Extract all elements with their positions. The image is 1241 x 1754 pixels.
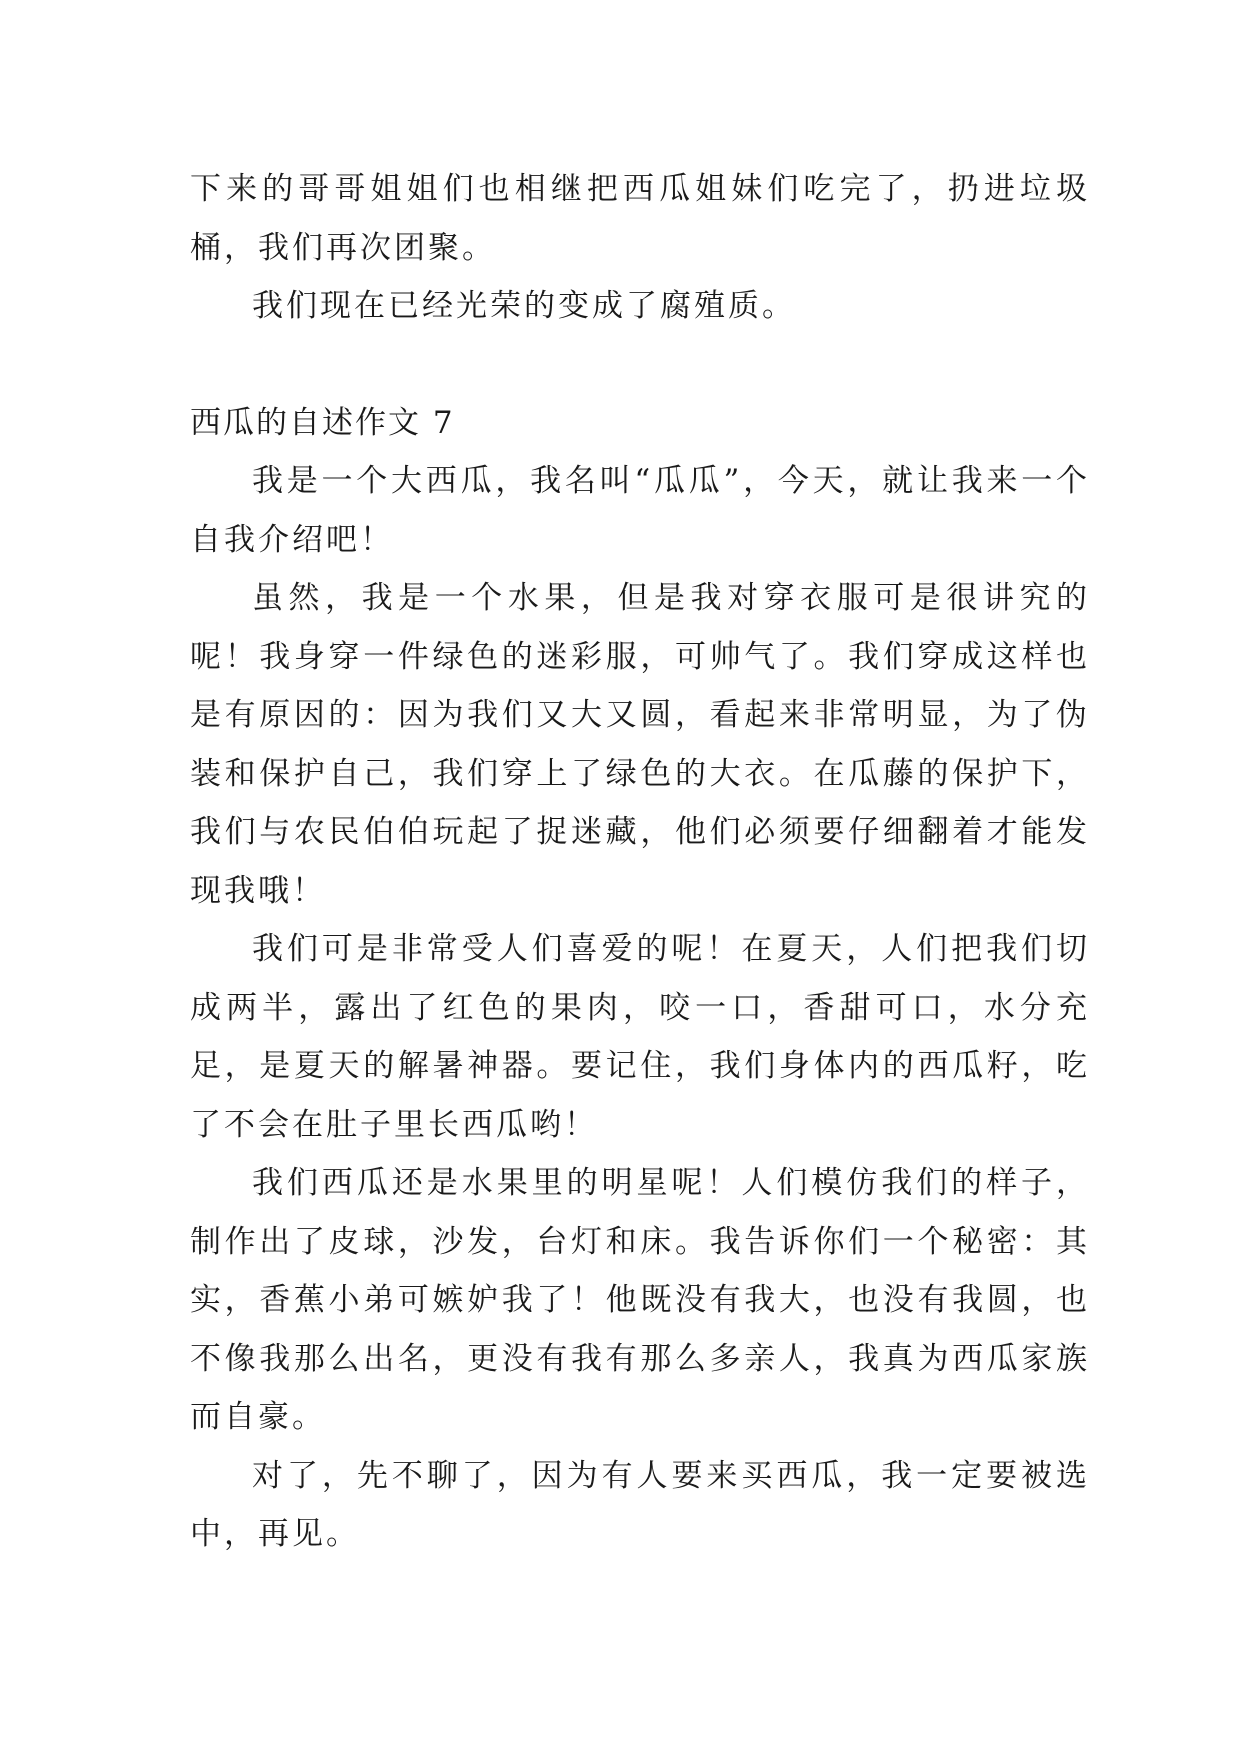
paragraph-continued: 下来的哥哥姐姐们也相继把西瓜姐妹们吃完了，扔进垃圾桶，我们再次团聚。 [190, 171, 1090, 266]
document-body [190, 160, 1090, 1564]
paragraph-intro: 我是一个大西瓜，我名叫“瓜瓜”，今天，就让我来一个自我介绍吧！ [190, 463, 1090, 558]
section-spacer [190, 336, 1090, 394]
paragraph-star: 我们西瓜还是水果里的明星呢！人们模仿我们的样子，制作出了皮球，沙发，台灯和床。我告诉你们一个秘密：其实，香蕉小弟可嫉妒我了！他既没有我大，也没有我圆，也不像我那么出名，更没有我有那么多亲人，我真为西瓜家族而自豪。 [190, 1165, 1090, 1435]
section-title: 西瓜的自述作文 7 [190, 404, 455, 441]
paragraph-clothing: 虽然，我是一个水果，但是我对穿衣服可是很讲究的呢！我身穿一件绿色的迷彩服，可帅气了。我们穿成这样也是有原因的：因为我们又大又圆，看起来非常明显，为了伪装和保护自己，我们穿上了绿色的大衣。在瓜藤的保护下，我们与农民伯伯玩起了捉迷藏，他们必须要仔细翻着才能发现我哦！ [190, 580, 1090, 909]
paragraph-farewell: 对了，先不聊了，因为有人要来买西瓜，我一定要被选中，再见。 [190, 1457, 1090, 1552]
paragraph-summer: 我们可是非常受人们喜爱的呢！在夏天，人们把我们切成两半，露出了红色的果肉，咬一口，香甜可口，水分充足，是夏天的解暑神器。要记住，我们身体内的西瓜籽，吃了不会在肚子里长西瓜哟！ [190, 931, 1090, 1143]
paragraph-humus: 我们现在已经光荣的变成了腐殖质。 [252, 288, 796, 324]
